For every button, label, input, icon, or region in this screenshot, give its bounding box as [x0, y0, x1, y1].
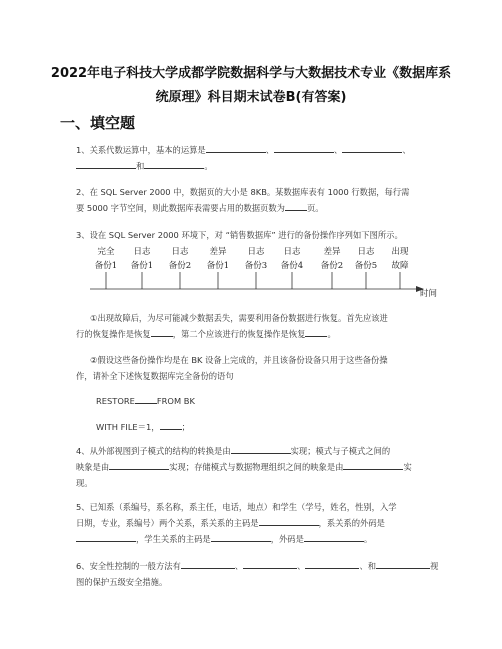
answer-blank [151, 327, 173, 337]
timeline-label-bottom: 故障 [391, 261, 409, 271]
question-1: 1、关系代数运算中，基本的运算是 、 、 、 和 。 [76, 145, 411, 171]
title-line-2: 统原理》科目期末试卷B(有答案) [155, 90, 347, 105]
timeline-label-bottom: 备份5 [354, 261, 378, 271]
time-axis-label: 时间 [420, 289, 438, 299]
question-2: 2、在 SQL Server 2000 中，数据页的大小是 8KB。某数据库表有 1000 行数据，每行需 要 5000 字节空间，则此数据库表需要占用的数据页数为 页。 [76, 187, 410, 213]
timeline-label-bottom: 备份1 [206, 261, 230, 271]
timeline-label-top: 出现 [391, 247, 409, 257]
section-heading: 一、填空题 [60, 114, 136, 132]
timeline-label-bottom: 备份4 [280, 261, 304, 271]
timeline-label-bottom: 备份2 [320, 261, 344, 271]
question-3-intro: 3、设在 SQL Server 2000 环境下，对 “销售数据库” 进行的备份操作序列如下图所示。 [76, 230, 403, 240]
timeline-label-top: 差异 [209, 247, 227, 257]
answer-blank [109, 460, 169, 470]
timeline-label-top: 完全 [97, 247, 115, 257]
timeline-label-bottom: 备份3 [244, 261, 268, 271]
answer-blank [135, 394, 157, 404]
question-6: 6、安全性控制的一般方法有 、 、 、和 视 图的保护五级安全措施。 [76, 561, 439, 587]
answer-blank [144, 159, 204, 169]
timeline-label-top: 日志 [357, 247, 375, 257]
answer-blank [231, 444, 291, 454]
question-3-part-2: ②假设这些备份操作均是在 BK 设备上完成的，并且该备份设备只用于这些备份操 作，请补全下述恢复数据库完全备份的语句 [76, 355, 388, 381]
timeline-label-bottom: 备份2 [168, 261, 192, 271]
timeline-label-top: 日志 [171, 247, 189, 257]
answer-blank [343, 460, 403, 470]
backup-timeline-diagram [76, 244, 446, 306]
answer-blank [274, 143, 334, 153]
answer-blank [206, 143, 266, 153]
answer-blank [76, 532, 136, 542]
answer-blank [160, 420, 182, 430]
timeline-label-bottom: 备份1 [130, 261, 154, 271]
timeline-label-top: 差异 [323, 247, 341, 257]
answer-blank [285, 201, 307, 211]
timeline-label-top: 日志 [133, 247, 151, 257]
question-5: 5、已知系（系编号，系名称，系主任，电话，地点）和学生（学号，姓名，性别，入学 日期，专业，系编号）两个关系，系关系的主码是 ，系关系的外码是 ，学生关系的主码是 ，外码是 。 [76, 502, 397, 544]
timeline-label-bottom: 备份1 [94, 261, 118, 271]
answer-blank [342, 143, 402, 153]
timeline-label-top: 日志 [247, 247, 265, 257]
answer-blank [181, 559, 235, 569]
answer-blank [211, 532, 271, 542]
answer-blank [243, 559, 297, 569]
answer-blank [376, 559, 430, 569]
answer-blank [304, 532, 364, 542]
answer-blank [305, 559, 359, 569]
answer-blank [259, 516, 319, 526]
document-title [40, 62, 462, 110]
question-3-part-1: ①出现故障后，为尽可能减少数据丢失，需要利用备份数据进行恢复。首先应该进 行的恢复操作是恢复 ，第二个应该进行的恢复操作是恢复 。 [76, 313, 388, 339]
question-4: 4、从外部视图到子模式的结构的转换是由 实现；模式与子模式之间的 映象是由 实现；存储模式与数据物理组织之间的映象是由 实 现。 [76, 446, 412, 488]
restore-statement-line-1: RESTORE FROM BK [96, 396, 195, 406]
answer-blank [76, 159, 136, 169]
timeline-label-top: 日志 [283, 247, 301, 257]
restore-statement-line-2: WITH FILE＝1， ； [96, 422, 190, 432]
answer-blank [305, 327, 327, 337]
title-line-1: 2022年电子科技大学成都学院数据科学与大数据技术专业《数据库系 [50, 66, 452, 81]
